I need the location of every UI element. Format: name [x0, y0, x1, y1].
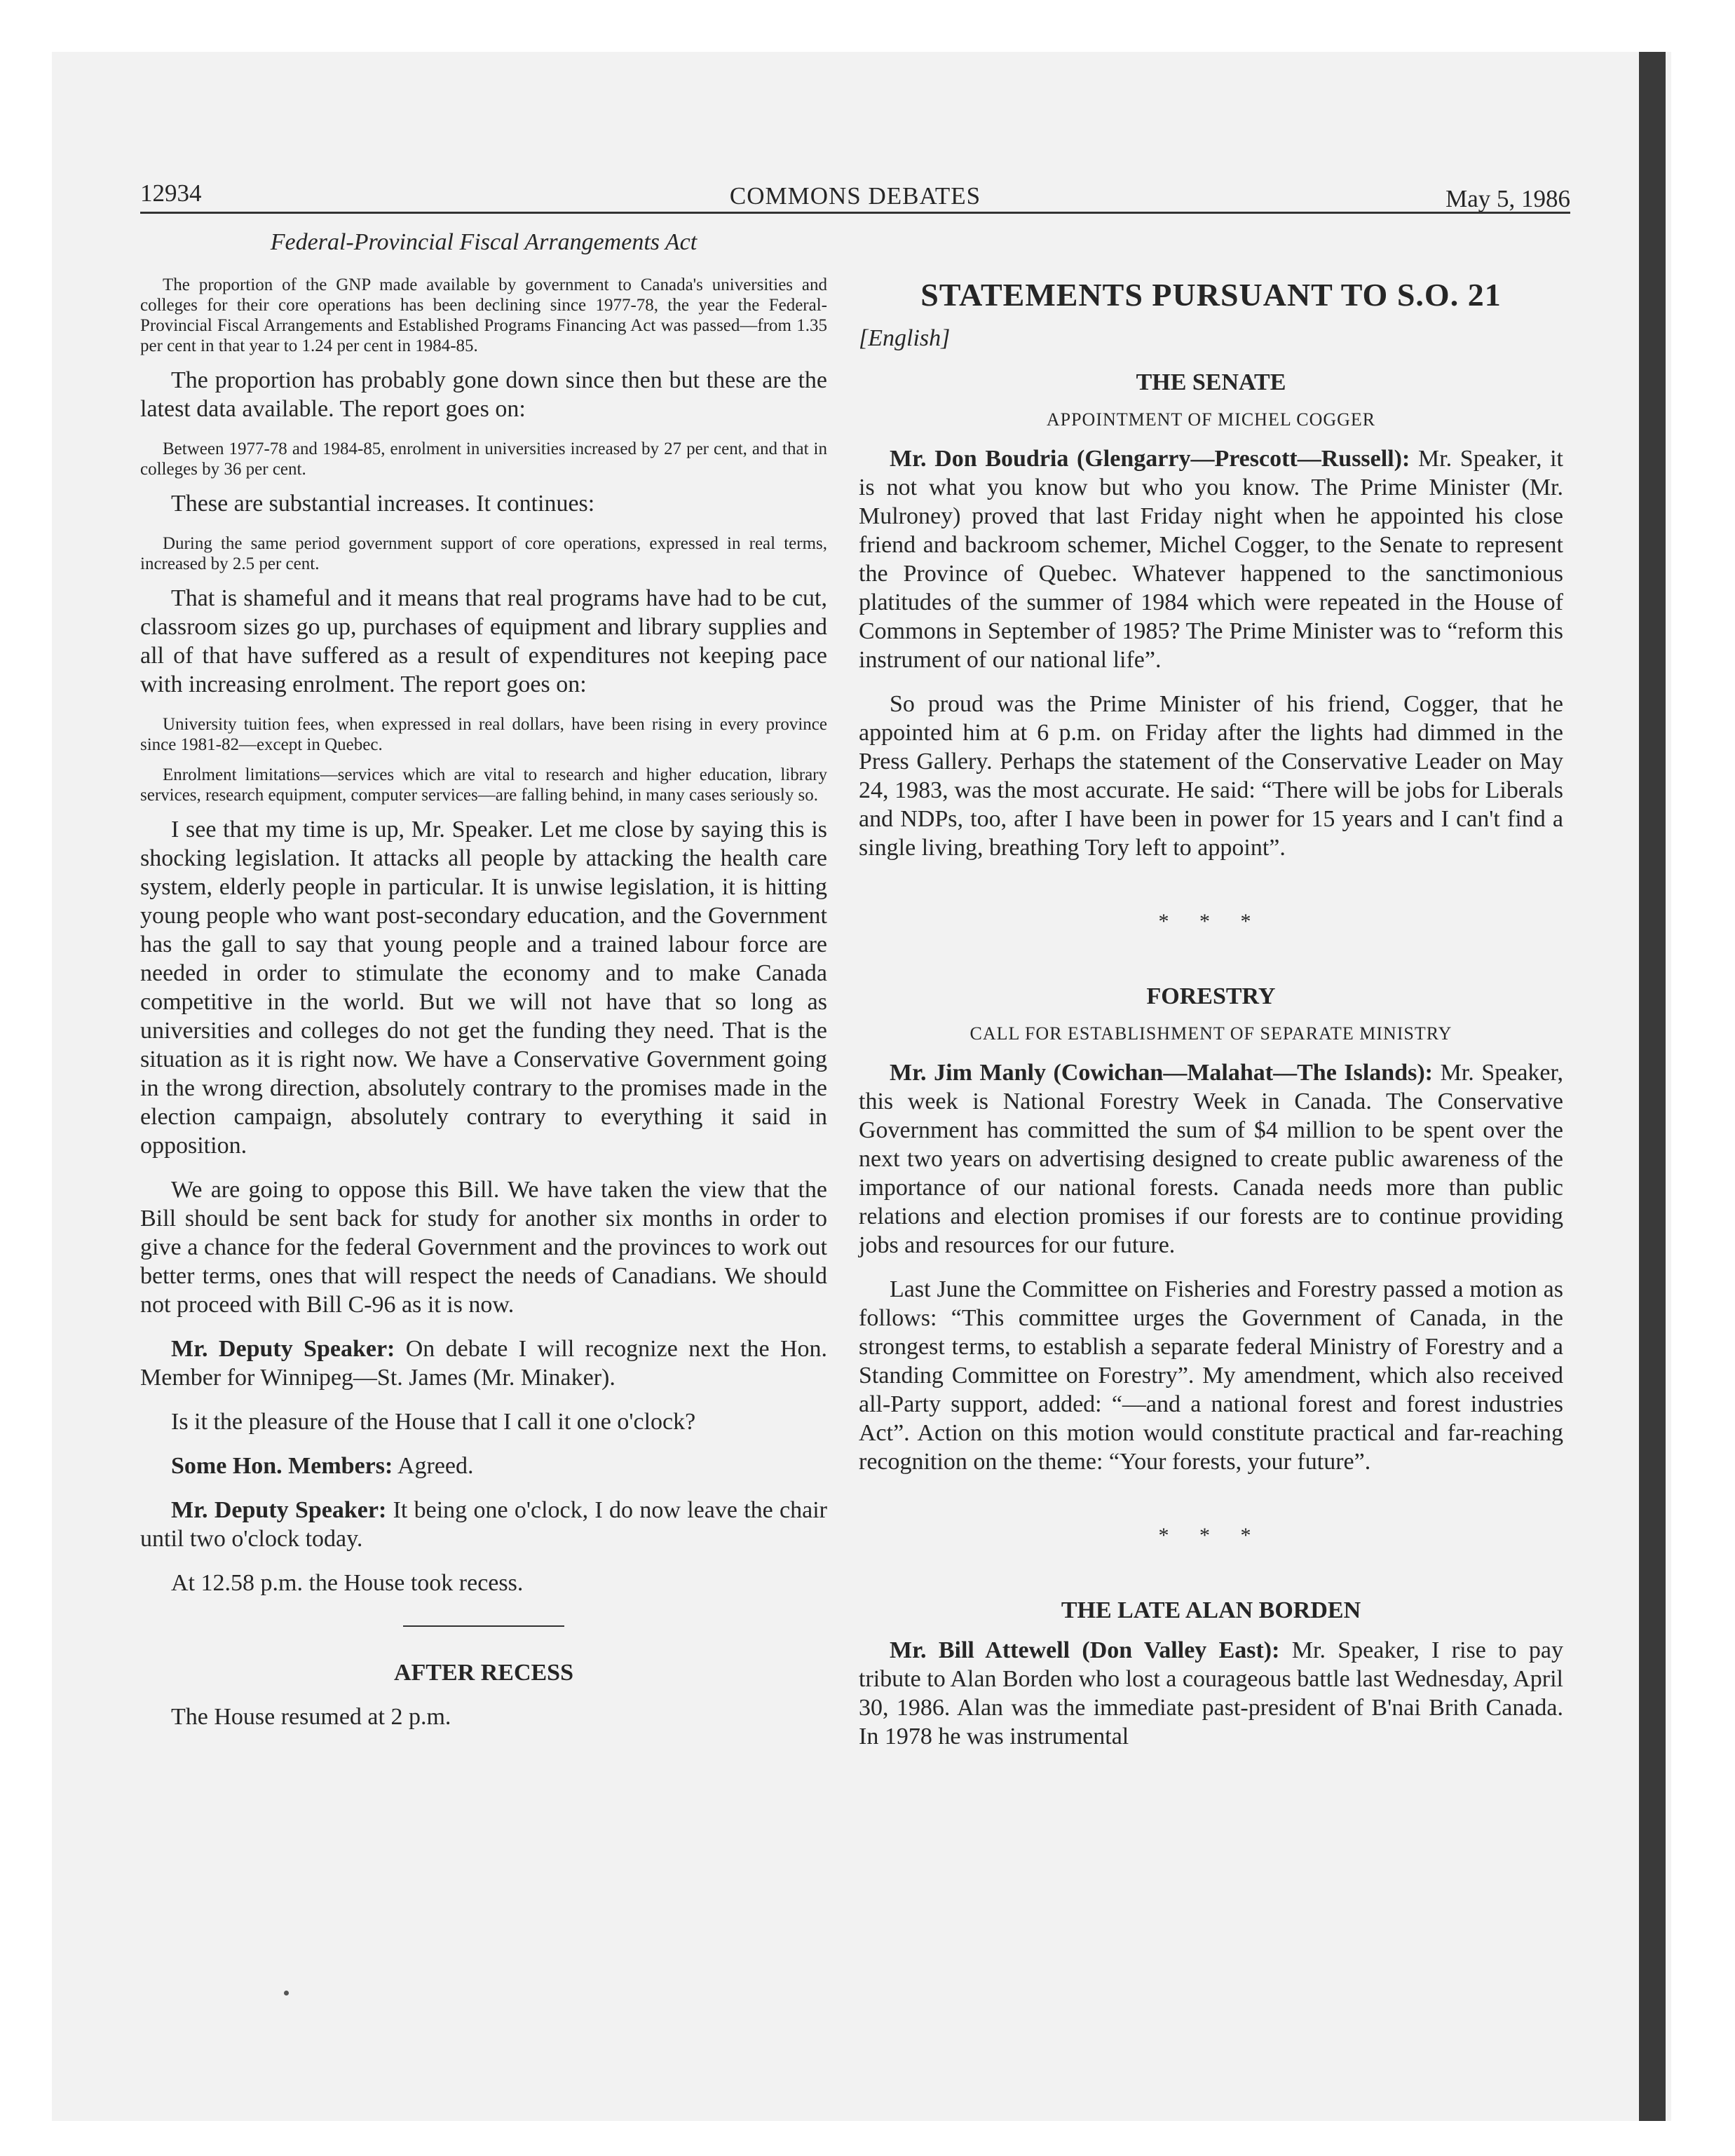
paragraph: So proud was the Prime Minister of his friend, Cogger, that he appointed him at 6 p.m. on Friday after the lights had dimmed in the Press Gallery. Perhaps the statement of the Conservative Leader on May 24, 1983, was the most accurate. He said: “There will be jobs for Liberals and NDPs, too, after I have been in power for 15 years and I can't find a single living, breathing Tory left to appoint”.	[859, 691, 1563, 861]
section-heading: FORESTRY	[1146, 983, 1276, 1009]
speech-text: Mr. Speaker, I rise to pay tribute to Alan Borden who lost a courageous battle last Wednesday, April 30, 1986. Alan was the immediate past-president of B'nai Brith Canada. In 1978 he was instrumental	[859, 1637, 1563, 1749]
quote-block: University tuition fees, when expressed in real dollars, have been rising in every province since 1981-82—except in Quebec.	[140, 715, 827, 754]
paragraph	[140, 1452, 827, 1480]
section-subheading: APPOINTMENT OF MICHEL COGGER	[1046, 409, 1376, 430]
speech-text: Mr. Speaker, it is not what you know but who you know. The Prime Minister (Mr. Mulroney) proved that last Friday night when he appointed his close friend and backroom schemer, Michel Cogger, to the Senate to represent the Province of Quebec. Whatever happened to the sanctimonious platitudes of the summer of 1984 which were repeated in the House of Commons in September of 1985? The Prime Minister was to “reform this instrument of our national life”.	[859, 446, 1563, 673]
section-separator: * * *	[1158, 910, 1264, 933]
paragraph: Last June the Committee on Fisheries and Forestry passed a motion as follows: “This committee urges the Government of Canada, in the strongest terms, to establish a separate federal Ministry of Forestry and a Standing Committee on Forestry”. My amendment, which also received all-Party support, added: “—and a national forest and forest industries Act”. Action on this motion would constitute practical and far-reaching recognition on the theme: “Your forests, your future”.	[859, 1276, 1563, 1475]
speaker-name: Mr. Bill Attewell (Don Valley East):	[890, 1637, 1280, 1663]
paragraph	[140, 1496, 827, 1553]
speaker-name: Some Hon. Members:	[171, 1453, 393, 1479]
speech-text: On debate I will recognize next the Hon. Member for Winnipeg—St. James (Mr. Minaker).	[140, 1336, 828, 1391]
language-tag: [English]	[859, 325, 951, 351]
paragraph: I see that my time is up, Mr. Speaker. Let me close by saying this is shocking legislation. It attacks all people by attacking the health care system, elderly people in particular. It is unwise legislation, it is hitting young people who want post-secondary education, and the Government has the gall to say that young people and a trained labour force are needed in order to stimulate the economy and to make Canada competitive in the world. But we will not have that so long as universities and colleges do not get the funding they need. That is the situation as it is right now. We have a Conservative Government going in the wrong direction, absolutely contrary to the promises made in the election campaign, absolutely contrary to everything it said in opposition.	[140, 817, 827, 1159]
paragraph: The proportion has probably gone down since then but these are the latest data available. The report goes on:	[140, 367, 827, 422]
page-number: 12934	[140, 179, 202, 207]
paragraph	[859, 1058, 1563, 1260]
quote-block: Between 1977-78 and 1984-85, enrolment in universities increased by 27 per cent, and that in colleges by 36 per cent.	[140, 439, 827, 479]
section-divider	[403, 1625, 564, 1627]
scan-speck	[284, 1991, 289, 1995]
quote-block: Enrolment limitations—services which are vital to research and higher education, library services, research equipment, computer services—are falling behind, in many cases seriously so.	[140, 765, 827, 805]
paragraph: Is it the pleasure of the House that I call it one o'clock?	[171, 1409, 696, 1435]
right-column	[859, 259, 1563, 1766]
paragraph	[859, 1636, 1563, 1751]
speaker-name: Mr. Deputy Speaker:	[171, 1497, 387, 1523]
statements-title: STATEMENTS PURSUANT TO S.O. 21	[920, 277, 1502, 313]
quote-block: The proportion of the GNP made available by government to Canada's universities and colleges for their core operations has been declining since 1977-78, the year the Federal-Provincial Fiscal Arrangements and Established Programs Financing Act was passed—from 1.35 per cent in that year to 1.24 per cent in 1984-85.	[140, 275, 827, 355]
paragraph	[140, 1335, 827, 1392]
speech-text: Mr. Speaker, this week is National Forestry Week in Canada. The Conservative Government has committed the sum of $4 million to be spent over the next two years on advertising designed to create public awareness of the importance of our national forests. Canada needs more than public relations and election promises if our forests are to continue providing jobs and resources for our future.	[859, 1060, 1563, 1258]
act-name: Federal-Provincial Fiscal Arrangements Act	[270, 229, 698, 255]
speaker-name: Mr. Don Boudria (Glengarry—Prescott—Russell):	[890, 446, 1410, 472]
quote-block: During the same period government support of core operations, expressed in real terms, increased by 2.5 per cent.	[140, 534, 827, 573]
header-rule	[140, 212, 1570, 214]
paragraph: At 12.58 p.m. the House took recess.	[171, 1570, 524, 1596]
page-date: May 5, 1986	[1445, 185, 1570, 212]
scan-edge-bar	[1639, 52, 1666, 2121]
left-column	[140, 223, 827, 1747]
publication-title: COMMONS DEBATES	[729, 182, 981, 210]
page-header	[140, 179, 1570, 214]
speaker-name: Mr. Jim Manly (Cowichan—Malahat—The Islands):	[890, 1060, 1433, 1086]
paragraph: These are substantial increases. It continues:	[171, 491, 595, 517]
section-heading: THE LATE ALAN BORDEN	[1061, 1597, 1361, 1623]
section-heading: AFTER RECESS	[393, 1660, 573, 1686]
paragraph: We are going to oppose this Bill. We have taken the view that the Bill should be sent back for study for another six months in order to give a chance for the federal Government and the provinces to work out better terms, ones that will respect the needs of Canadians. We should not proceed with Bill C-96 as it is now.	[140, 1177, 827, 1318]
speech-text: It being one o'clock, I do now leave the chair until two o'clock today.	[140, 1497, 828, 1552]
paragraph: The House resumed at 2 p.m.	[171, 1704, 451, 1730]
paragraph	[859, 444, 1563, 674]
paragraph: That is shameful and it means that real programs have had to be cut, classroom sizes go up, purchases of equipment and library supplies and all of that have suffered as a result of expenditures not keeping pace with increasing enrolment. The report goes on:	[140, 585, 827, 697]
section-heading: THE SENATE	[1136, 369, 1286, 395]
speech-text: Agreed.	[393, 1453, 474, 1479]
section-subheading: CALL FOR ESTABLISHMENT OF SEPARATE MINISTRY	[969, 1023, 1452, 1044]
section-separator: * * *	[1158, 1524, 1264, 1547]
speaker-name: Mr. Deputy Speaker:	[171, 1336, 395, 1362]
